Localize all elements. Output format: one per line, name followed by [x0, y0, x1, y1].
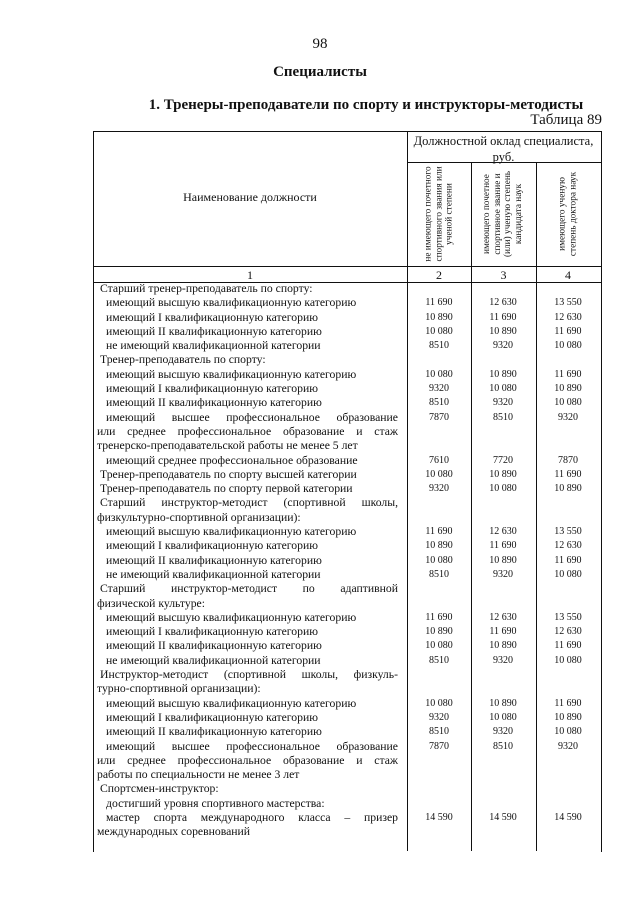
position-name-cell: имеющий высшее профессиональное образование: [106, 739, 398, 753]
salary-cell: 10 890: [425, 540, 453, 552]
position-name-cell: Старший инструктор-методист (спортивной школы,: [100, 496, 398, 510]
salary-cell: 11 690: [554, 325, 582, 337]
table-row: [0, 682, 640, 696]
salary-cell: 10 080: [425, 368, 453, 380]
section-title: Специалисты: [273, 64, 367, 80]
salary-cell: 9320: [558, 740, 578, 752]
salary-cell: 12 630: [489, 297, 517, 309]
salary-cell: 11 690: [554, 554, 582, 566]
position-name-cell: имеющий высшую квалификационную категорию: [106, 610, 357, 624]
position-name-cell: имеющий II квалификационную категорию: [106, 553, 322, 567]
salary-cell: 13 550: [554, 297, 582, 309]
position-name-cell: не имеющий квалификационной категории: [106, 567, 321, 581]
salary-cell: 10 890: [554, 483, 582, 495]
position-name-cell: имеющий высшую квалификационную категорию: [106, 525, 357, 539]
salary-cell: 10 080: [425, 468, 453, 480]
table-row: [0, 725, 640, 739]
column-number-4: 4: [565, 268, 571, 282]
position-name-cell: работы по специальности не менее 3 лет: [97, 768, 300, 782]
salary-cell: 13 550: [554, 526, 582, 538]
position-name-cell: имеющий высшую квалификационную категорию: [106, 367, 357, 381]
col-header-2-text: не имеющего почетного спортивного звания или ученой степени: [423, 166, 455, 262]
salary-cell: 14 590: [425, 811, 453, 823]
table-row: [0, 768, 640, 782]
salary-cell: 10 080: [489, 383, 517, 395]
position-name-cell: Спортсмен-инструктор:: [100, 782, 219, 796]
salary-cell: 12 630: [554, 311, 582, 323]
col-header-2: [407, 162, 471, 266]
table-row: [0, 439, 640, 453]
salary-cell: 10 080: [554, 340, 582, 352]
table-body: [0, 282, 640, 840]
position-name-cell: Инструктор-методист (спортивной школы, физкуль-: [100, 668, 398, 682]
table-row: [0, 754, 640, 768]
table-row: [0, 654, 640, 668]
table-row: [0, 811, 640, 825]
position-name-cell: имеющий II квалификационную категорию: [106, 396, 322, 410]
position-name-cell: физической культуре:: [97, 596, 205, 610]
col-header-3: [471, 162, 535, 266]
position-name-cell: имеющий среднее профессиональное образование: [106, 453, 358, 467]
position-name-cell: не имеющий квалификационной категории: [106, 339, 321, 353]
table-row: [0, 368, 640, 382]
salary-cell: 11 690: [554, 368, 582, 380]
position-name-cell: Тренер-преподаватель по спорту первой категории: [100, 482, 353, 496]
position-name-cell: имеющий II квалификационную категорию: [106, 639, 322, 653]
position-name-cell: имеющий I квалификационную категорию: [106, 382, 318, 396]
salary-cell: 11 690: [554, 697, 582, 709]
salary-cell: 9320: [493, 654, 513, 666]
position-name-cell: Старший инструктор-методист по адаптивной: [100, 582, 398, 596]
column-number-1: 1: [247, 268, 253, 282]
table-row: [0, 554, 640, 568]
table-row: [0, 411, 640, 425]
salary-cell: 10 080: [554, 568, 582, 580]
salary-cell: 11 690: [554, 640, 582, 652]
salary-cell: 14 590: [489, 811, 517, 823]
table-row: [0, 496, 640, 510]
salary-cell: 7720: [493, 454, 513, 466]
salary-cell: 7610: [429, 454, 449, 466]
table-row: [0, 825, 640, 839]
salary-cell: 10 890: [489, 697, 517, 709]
salary-cell: 11 690: [489, 626, 517, 638]
salary-cell: 8510: [429, 654, 449, 666]
salary-cell: 14 590: [554, 811, 582, 823]
table-row: [0, 482, 640, 496]
position-name-cell: имеющий II квалификационную категорию: [106, 725, 322, 739]
salary-cell: 7870: [429, 740, 449, 752]
table-row: [0, 511, 640, 525]
salary-cell: 12 630: [489, 526, 517, 538]
salary-cell: 10 080: [554, 726, 582, 738]
salary-cell: 9320: [558, 411, 578, 423]
position-name-cell: имеющий I квалификационную категорию: [106, 625, 318, 639]
salary-cell: 10 080: [425, 554, 453, 566]
salary-cell: 7870: [429, 411, 449, 423]
position-name-cell: имеющий высшее профессиональное образование: [106, 410, 398, 424]
salary-cell: 10 080: [554, 654, 582, 666]
salary-cell: 13 550: [554, 611, 582, 623]
page-number: 98: [312, 36, 328, 52]
table-row: [0, 325, 640, 339]
table-row: [0, 353, 640, 367]
table-row: [0, 582, 640, 596]
position-name-cell: Тренер-преподаватель по спорту высшей категории: [100, 467, 357, 481]
salary-cell: 9320: [429, 483, 449, 495]
salary-cell: 11 690: [425, 297, 453, 309]
salary-cell: 12 630: [554, 626, 582, 638]
salary-cell: 10 890: [489, 554, 517, 566]
column-number-3: 3: [500, 268, 507, 282]
salary-cell: 10 080: [489, 483, 517, 495]
salary-cell: 9320: [429, 383, 449, 395]
table-row: [0, 468, 640, 482]
salary-cell: 8510: [429, 726, 449, 738]
salary-cell: 11 690: [425, 526, 453, 538]
position-name-cell: Тренер-преподаватель по спорту:: [100, 353, 266, 367]
salary-cell: 12 630: [489, 611, 517, 623]
table-row: [0, 639, 640, 653]
salary-cell: 8510: [429, 568, 449, 580]
salary-cell: 7870: [558, 454, 578, 466]
table-row: [0, 597, 640, 611]
table-row: [0, 339, 640, 353]
table-row: [0, 454, 640, 468]
table-row: [0, 797, 640, 811]
salary-cell: 8510: [493, 411, 513, 423]
salary-cell: 12 630: [554, 540, 582, 552]
table-row: [0, 296, 640, 310]
table-row: [0, 711, 640, 725]
salary-cell: 10 080: [425, 697, 453, 709]
position-name-cell: имеющий I квалификационную категорию: [106, 310, 318, 324]
salary-cell: 10 890: [554, 383, 582, 395]
header-salary-group: Должностной оклад специалиста, руб.: [413, 134, 594, 164]
header-position-name: Наименование должности: [183, 190, 317, 204]
salary-cell: 11 690: [489, 311, 517, 323]
col-header-4-text: имеющего ученую степень доктора наук: [557, 171, 578, 257]
table-row: [0, 625, 640, 639]
table-row: [0, 697, 640, 711]
salary-cell: 11 690: [425, 611, 453, 623]
column-number-2: 2: [436, 268, 442, 282]
salary-cell: 10 890: [425, 626, 453, 638]
salary-cell: 10 080: [425, 325, 453, 337]
salary-cell: 10 890: [489, 325, 517, 337]
position-name-cell: имеющий I квалификационную категорию: [106, 710, 318, 724]
table-row: [0, 425, 640, 439]
position-name-cell: имеющий высшую квалификационную категорию: [106, 696, 357, 710]
table-row: [0, 668, 640, 682]
salary-cell: 10 890: [489, 640, 517, 652]
table-row: [0, 740, 640, 754]
position-name-cell: или среднее профессиональное образование и стаж: [97, 424, 398, 438]
salary-cell: 10 080: [554, 397, 582, 409]
salary-cell: 10 890: [554, 711, 582, 723]
position-name-cell: достигший уровня спортивного мастерства:: [106, 796, 325, 810]
salary-cell: 9320: [493, 397, 513, 409]
salary-cell: 8510: [429, 397, 449, 409]
subsection-title: 1. Тренеры-преподаватели по спорту и инструкторы-методисты: [148, 97, 584, 113]
table-row: [0, 782, 640, 796]
col-header-3-text: имеющего почетное спортивное звание и (или) ученую степень кандидата наук: [482, 170, 524, 258]
position-name-cell: Старший тренер-преподаватель по спорту:: [100, 282, 313, 295]
salary-cell: 10 080: [425, 640, 453, 652]
salary-cell: 8510: [429, 340, 449, 352]
table-row: [0, 282, 640, 296]
position-name-cell: или среднее профессиональное образование и стаж: [97, 753, 398, 767]
position-name-cell: имеющий I квалификационную категорию: [106, 539, 318, 553]
salary-cell: 10 080: [489, 711, 517, 723]
salary-cell: 9320: [429, 711, 449, 723]
salary-cell: 10 890: [489, 368, 517, 380]
table-row: [0, 311, 640, 325]
table-row: [0, 539, 640, 553]
table-label: Таблица 89: [530, 112, 602, 128]
salary-cell: 9320: [493, 568, 513, 580]
table-row: [0, 382, 640, 396]
col-header-4: [536, 162, 600, 266]
salary-cell: 9320: [493, 726, 513, 738]
position-name-cell: мастер спорта международного класса – призер: [106, 810, 398, 824]
table-row: [0, 611, 640, 625]
position-name-cell: физкультурно-спортивной организации):: [97, 510, 301, 524]
salary-cell: 10 890: [489, 468, 517, 480]
salary-cell: 11 690: [489, 540, 517, 552]
position-name-cell: имеющий высшую квалификационную категорию: [106, 296, 357, 310]
position-name-cell: имеющий II квалификационную категорию: [106, 324, 322, 338]
position-name-cell: турно-спортивной организации):: [97, 682, 261, 696]
table-row: [0, 396, 640, 410]
salary-cell: 9320: [493, 340, 513, 352]
salary-cell: 10 890: [425, 311, 453, 323]
salary-cell: 11 690: [554, 468, 582, 480]
salary-cell: 8510: [493, 740, 513, 752]
position-name-cell: тренерско-преподавательской работы не менее 5 лет: [97, 439, 358, 453]
position-name-cell: не имеющий квалификационной категории: [106, 653, 321, 667]
table-row: [0, 525, 640, 539]
header-divider: [93, 266, 601, 267]
position-name-cell: международных соревнований: [97, 825, 251, 839]
table-row: [0, 568, 640, 582]
